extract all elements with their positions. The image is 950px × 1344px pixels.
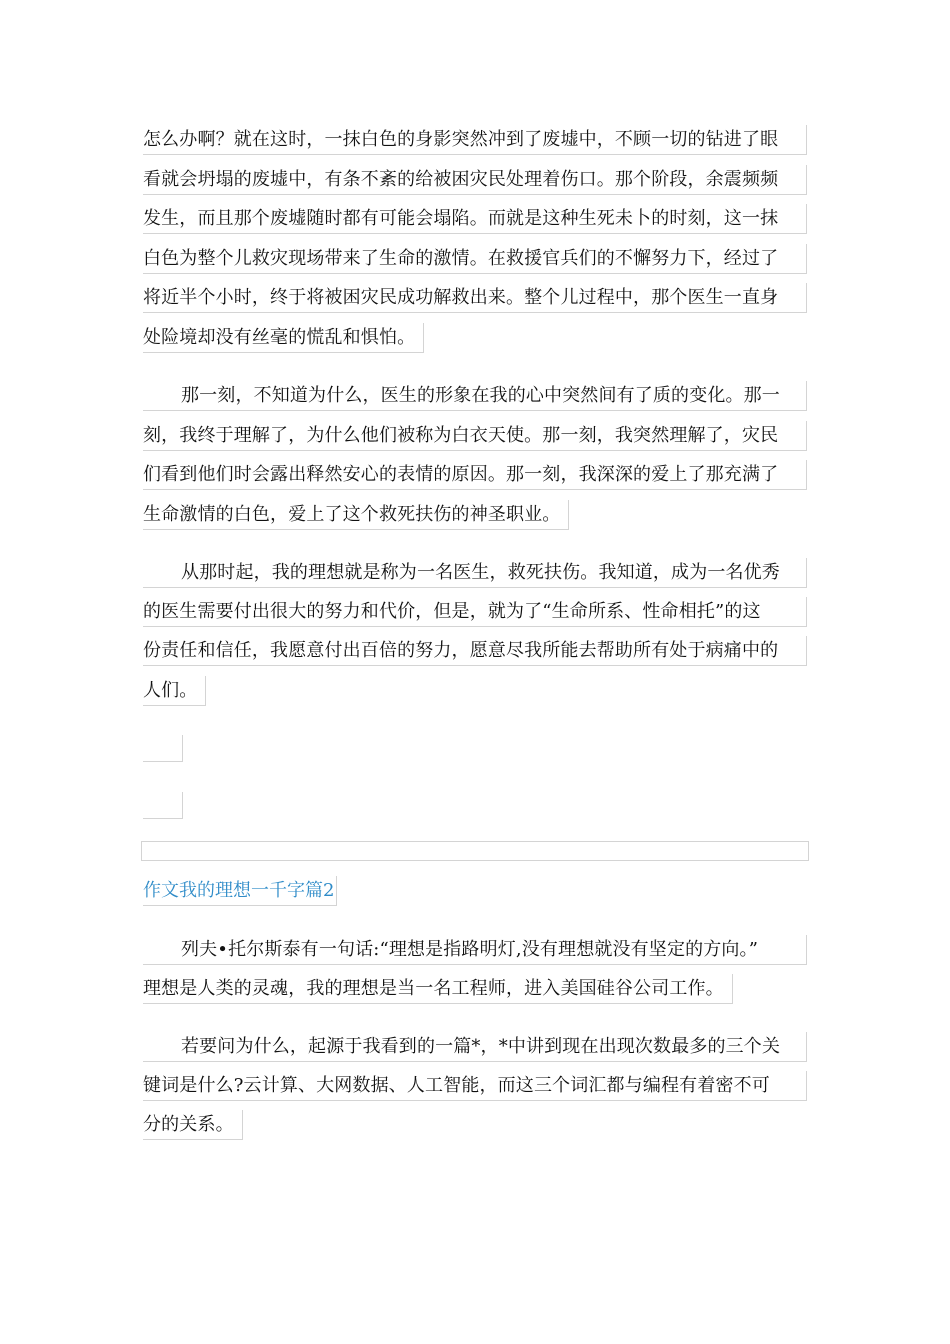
text-line: 分的关系。 <box>143 1110 243 1140</box>
text-line: 份责任和信任，我愿意付出百倍的努力，愿意尽我所能去帮助所有处于病痛中的 <box>143 636 807 666</box>
text-line: 生命激情的白色，爱上了这个救死扶伤的神圣职业。 <box>143 500 569 530</box>
empty-paragraph <box>143 735 183 762</box>
text-line: 若要问为什么，起源于我看到的一篇*，*中讲到现在出现次数最多的三个关 <box>143 1032 807 1062</box>
empty-paragraph <box>143 792 183 819</box>
text-line: 看就会坍塌的废墟中，有条不紊的给被困灾民处理着伤口。那个阶段，余震频频 <box>143 165 807 195</box>
text-line: 怎么办啊？就在这时，一抹白色的身影突然冲到了废墟中，不顾一切的钻进了眼 <box>143 125 807 155</box>
text-line: 那一刻，不知道为什么，医生的形象在我的心中突然间有了质的变化。那一 <box>143 381 807 411</box>
text-line: 键词是什么?云计算、大网数据、人工智能，而这三个词汇都与编程有着密不可 <box>143 1071 807 1101</box>
text-line: 将近半个小时，终于将被困灾民成功解救出来。整个儿过程中，那个医生一直身 <box>143 283 807 313</box>
text-line: 白色为整个儿救灾现场带来了生命的激情。在救援官兵们的不懈努力下，经过了 <box>143 244 807 274</box>
text-line: 从那时起，我的理想就是称为一名医生，救死扶伤。我知道，成为一名优秀 <box>143 558 807 588</box>
text-line: 们看到他们时会露出释然安心的表情的原因。那一刻，我深深的爱上了那充满了 <box>143 460 807 490</box>
text-line: 人们。 <box>143 676 206 706</box>
text-line: 处险境却没有丝毫的慌乱和惧怕。 <box>143 323 424 353</box>
text-line: 的医生需要付出很大的努力和代价，但是，就为了“生命所系、性命相托”的这 <box>143 597 807 627</box>
text-line: 刻，我终于理解了，为什么他们被称为白衣天使。那一刻，我突然理解了，灾民 <box>143 421 807 451</box>
text-line: 理想是人类的灵魂，我的理想是当一名工程师，进入美国硅谷公司工作。 <box>143 974 733 1004</box>
text-line: 发生，而且那个废墟随时都有可能会塌陷。而就是这种生死未卜的时刻，这一抹 <box>143 204 807 234</box>
section-divider <box>141 841 809 861</box>
section-heading: 作文我的理想一千字篇2 <box>143 876 337 906</box>
text-line: 列夫•托尔斯泰有一句话:“理想是指路明灯,没有理想就没有坚定的方向。” <box>143 935 807 965</box>
